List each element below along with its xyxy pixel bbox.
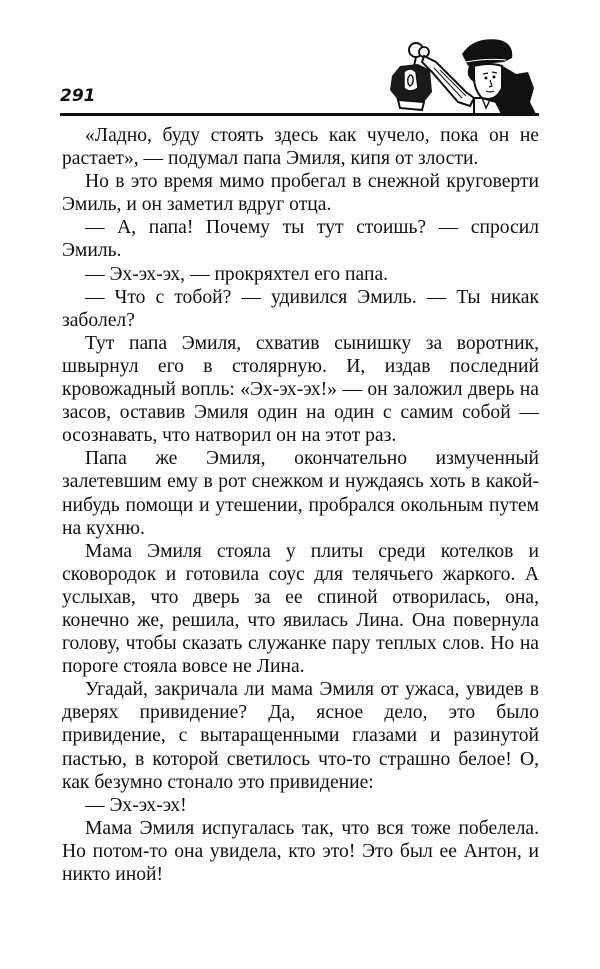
paragraph: Но в это время мимо пробегал в снежной круговерти Эмиль, и он заметил вдруг отца. [62, 171, 539, 216]
dialog-line: — Эх-эх-эх! [85, 794, 187, 816]
paragraph: «Ладно, буду стоять здесь как чучело, пока он не растает», — подумал папа Эмиля, кипя от злости. [62, 125, 539, 170]
dialog-line: — Что с тобой? — удивился Эмиль. — Ты никак заболел? [62, 286, 539, 331]
paragraph: Тут папа Эмиля, схватив сынишку за воротник, швырнул его в столярную. И, издав последний кровожадный вопль: «Эх-эх-эх!» — он заложил дверь на засов, оставив Эмиля один на один с самим собой — осознавать, что натворил он на этот раз. [62, 332, 539, 447]
header-rule [60, 113, 539, 116]
page-header [60, 30, 539, 116]
paragraph: Папа же Эмиля, окончательно измученный залетевшим ему в рот снежком и нуждаясь хоть в какой-нибудь помощи и утешении, пробрался окольным путем на кухню. [62, 448, 539, 539]
dialog-line: — Эх-эх-эх, — прокряхтел его папа. [85, 263, 389, 285]
dialog-line: — А, папа! Почему ты тут стоишь? — спросил Эмиль. [62, 217, 539, 262]
body-text [62, 124, 539, 886]
paragraph: Мама Эмиля испугалась так, что вся тоже побелела. Но потом-то она увидела, кто это! Это был ее Антон, и никто иной! [62, 817, 539, 885]
paragraph: Угадай, закричала ли мама Эмиля от ужаса, увидев в дверях привидение? Да, ясное дело, это было привидение, с вытаращенными глазами и разинутой пастью, в которой светилось что-то страшно белое! О, как безумно стонало это привидение: [62, 679, 539, 793]
page-number: 291 [60, 86, 96, 106]
paragraph: Мама Эмиля стояла у плиты среди котелков и сковородок и готовила соус для телячьего жаркого. А услыхав, что дверь за ее спиной отворилась, она, конечно же, решила, что явилась Лина. Она повернула голову, чтобы сказать служанке пару теплых слов. Но на пороге стояла вовсе не Лина. [62, 540, 539, 678]
boy-with-lantern-icon [378, 36, 538, 114]
